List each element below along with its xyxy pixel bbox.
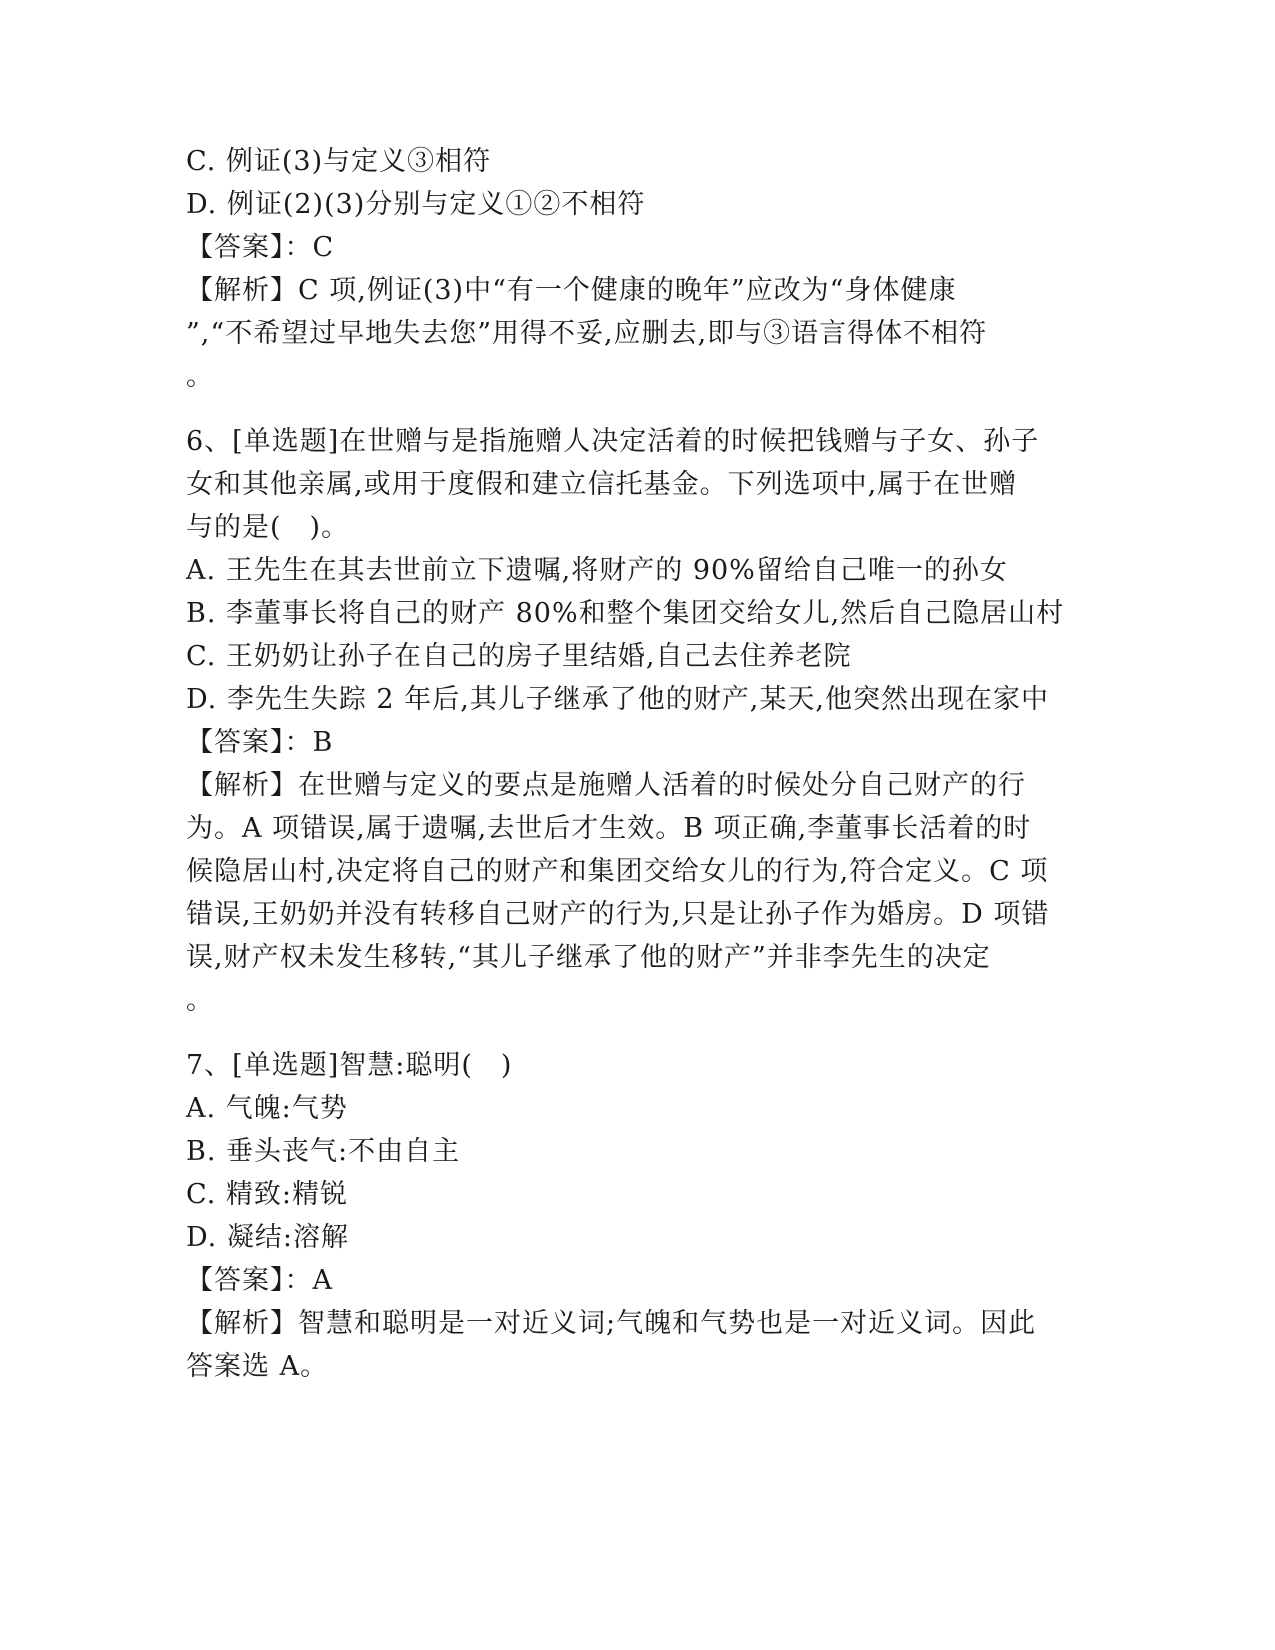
q5-option-c: C. 例证(3)与定义③相符 [186,146,492,177]
q6-analysis-line: 为。A 项错误,属于遗嘱,去世后才生效。B 项正确,李董事长活着的时 [186,813,1032,844]
q7-stem: 7、[单选题]智慧:聪明( ) [186,1050,513,1081]
q6-answer: 【答案】：B [186,727,334,758]
q6-stem-line: 女和其他亲属,或用于度假和建立信托基金。下列选项中,属于在世赠 [186,469,1018,500]
q7-option-c: C. 精致:精锐 [186,1179,348,1210]
q6-analysis-line: 候隐居山村,决定将自己的财产和集团交给女儿的行为,符合定义。C 项 [186,856,1049,887]
q6-analysis-line: 错误,王奶奶并没有转移自己财产的行为,只是让孙子作为婚房。D 项错 [186,899,1050,930]
q6-analysis-line: 。 [186,985,214,1016]
q7-answer: 【答案】：A [186,1265,333,1296]
question-6 [186,420,1086,1022]
q6-option-b: B. 李董事长将自己的财产 80%和整个集团交给女儿,然后自己隐居山村 [186,598,1065,629]
q5-analysis-line: ”,“不希望过早地失去您”用得不妥,应删去,即与③语言得体不相符 [186,318,988,349]
q7-option-b: B. 垂头丧气:不由自主 [186,1136,461,1167]
question-7 [186,1044,1086,1388]
q5-analysis-line: 。 [186,361,214,392]
q6-analysis-line: 【解析】在世赠与定义的要点是施赠人活着的时候处分自己财产的行 [186,770,1026,801]
q6-analysis-line: 误,财产权未发生移转,“其儿子继承了他的财产”并非李先生的决定 [186,942,991,973]
q5-answer: 【答案】：C [186,232,335,263]
q7-analysis-line: 答案选 A。 [186,1351,329,1382]
q6-option-d: D. 李先生失踪 2 年后,其儿子继承了他的财产,某天,他突然出现在家中 [186,684,1049,715]
question-5-continuation [186,140,1086,398]
q7-option-a: A. 气魄:气势 [186,1093,348,1124]
q7-option-d: D. 凝结:溶解 [186,1222,349,1253]
q6-option-a: A. 王先生在其去世前立下遗嘱,将财产的 90%留给自己唯一的孙女 [186,555,1008,586]
q5-analysis-line: 【解析】C 项,例证(3)中“有一个健康的晚年”应改为“身体健康 [186,275,957,306]
q6-stem-line: 6、[单选题]在世赠与是指施赠人决定活着的时候把钱赠与子女、孙子 [186,426,1040,457]
q7-analysis-line: 【解析】智慧和聪明是一对近义词;气魄和气势也是一对近义词。因此 [186,1308,1037,1339]
q6-stem-line: 与的是( )。 [186,512,350,543]
q5-option-d: D. 例证(2)(3)分别与定义①②不相符 [186,189,646,220]
document-page [186,140,1086,1388]
q6-option-c: C. 王奶奶让孙子在自己的房子里结婚,自己去住养老院 [186,641,852,672]
